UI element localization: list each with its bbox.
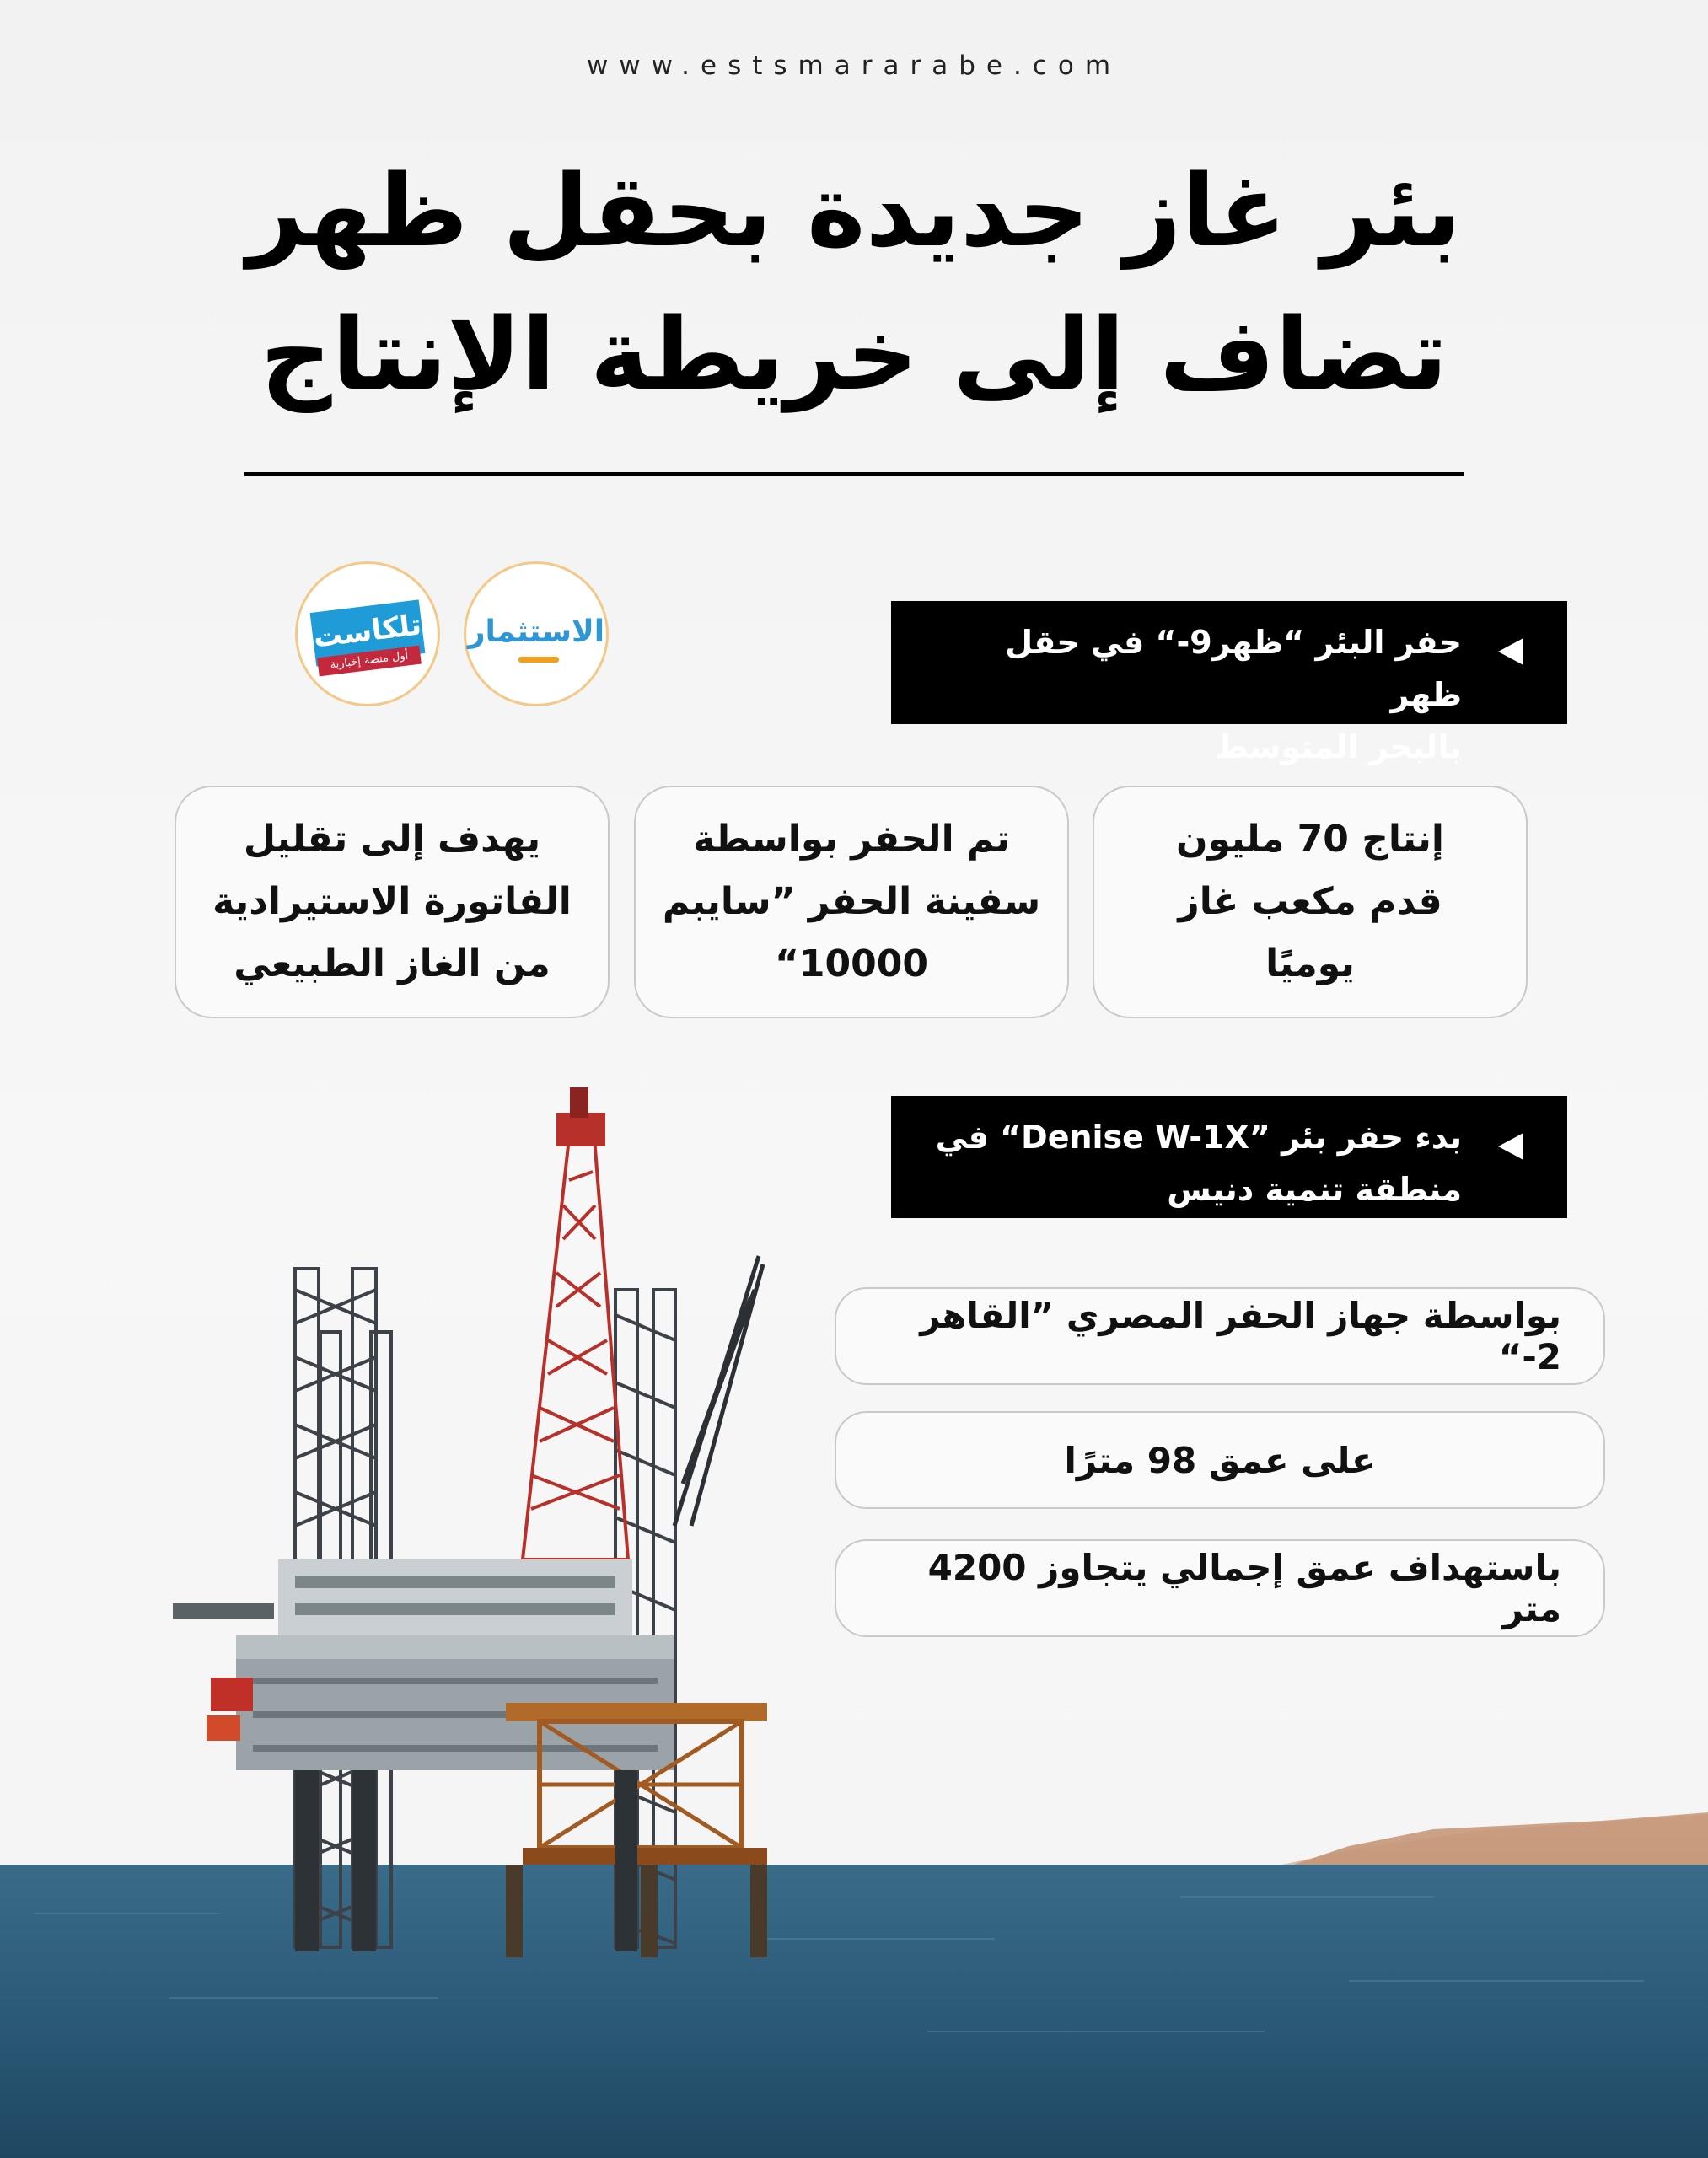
istithmar-logo-text: الاستثمار <box>467 615 605 649</box>
section-1-banner <box>891 601 1567 765</box>
fact-card-production <box>1093 786 1528 1018</box>
banner-line-1: حفر البئر “ظهر9-“ في حقل ظهر <box>1005 624 1462 713</box>
banner-line-2: منطقة تنمية دنيس <box>1167 1171 1462 1208</box>
crane <box>674 1256 763 1526</box>
fact-card-imports <box>175 786 610 1018</box>
card-line: سفينة الحفر ”سايبم <box>662 880 1041 923</box>
drilling-derrick <box>523 1138 628 1559</box>
banner-line-1: بدء حفر بئر ”Denise W-1X“ في <box>935 1119 1462 1156</box>
title-divider <box>244 472 1464 476</box>
card-line: الفاتورة الاستيرادية <box>212 880 572 923</box>
fact-pill-target-depth: باستهداف عمق إجمالي يتجاوز 4200 متر <box>835 1539 1605 1637</box>
page-title <box>169 139 1539 426</box>
title-line-1: بئر غاز جديدة بحقل ظهر <box>246 153 1462 269</box>
card-line: قدم مكعب غاز <box>1178 880 1442 923</box>
banner-line-2: بالبحر المتوسط <box>1215 728 1462 765</box>
site-url[interactable]: www.estsmararabe.com <box>586 51 1122 81</box>
card-line: من الغاز الطبيعي <box>234 942 551 985</box>
talkast-logo-subtitle: أول منصة إخبارية صوتية <box>317 646 422 677</box>
offshore-rig-illustration <box>0 1087 1708 2158</box>
title-line-2: تضاف إلى خريطة الإنتاج <box>260 296 1448 412</box>
istithmar-logo <box>464 561 609 706</box>
talkast-logo-text: تلكاست <box>310 599 426 666</box>
fact-pill-rig: بواسطة جهاز الحفر المصري ”القاهر 2-“ <box>835 1287 1605 1385</box>
logo-underline <box>518 657 559 663</box>
helideck <box>173 1603 274 1618</box>
card-line: يهدف إلى تقليل <box>243 818 541 861</box>
card-line: تم الحفر بواسطة <box>692 818 1011 861</box>
play-triangle-icon <box>1498 638 1523 665</box>
card-line: إنتاج 70 مليون <box>1176 818 1444 861</box>
talkast-logo <box>295 561 440 706</box>
sea <box>0 1865 1708 2158</box>
card-line: يوميًا <box>1265 942 1355 985</box>
card-line: 10000“ <box>775 942 928 985</box>
fact-pill-depth: على عمق 98 مترًا <box>835 1411 1605 1509</box>
fact-card-drillship <box>634 786 1069 1018</box>
